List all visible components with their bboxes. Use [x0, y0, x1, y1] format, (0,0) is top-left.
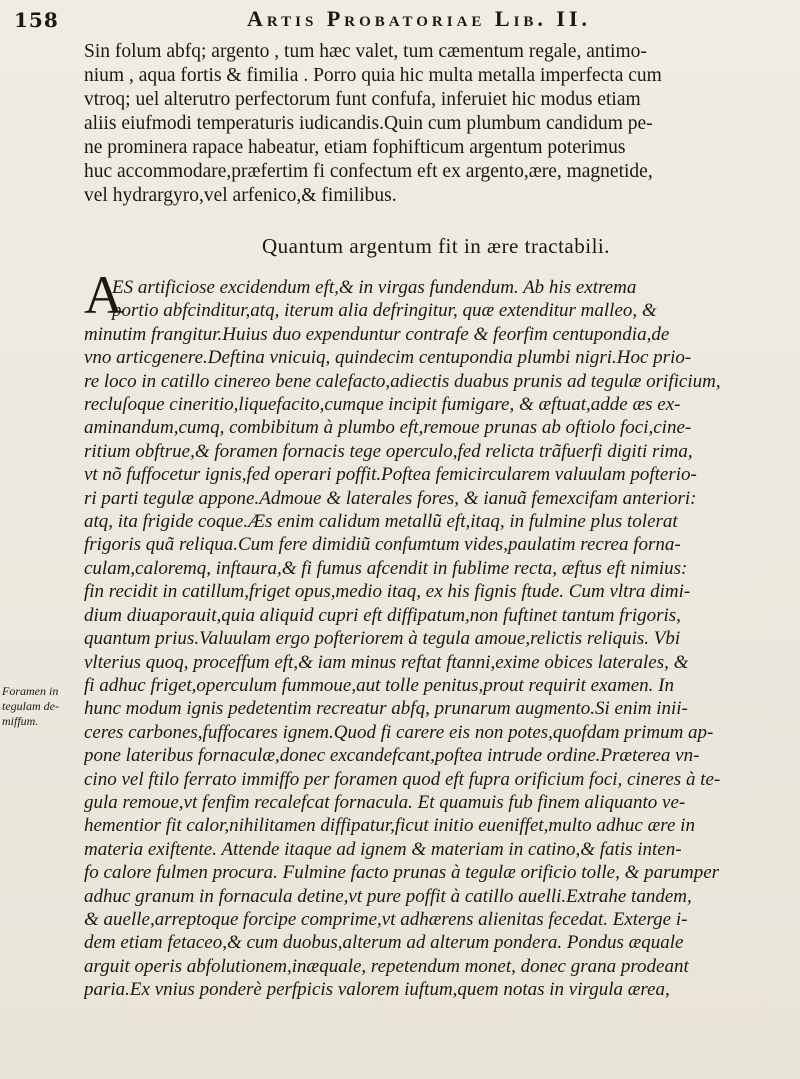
text-line: Sin folum abfq; argento , tum hæc valet, tum cæmentum regale, antimo- [84, 41, 647, 62]
running-head: Artis Probatoriae Lib. II. [246, 6, 592, 31]
text-line: atq, ita frigide coque.Æs enim calidum metallũ eft,itaq, in fulmine plus tolerat [84, 511, 678, 533]
text-line: arguit operis abfolutionem,inæquale, repetendum monet, donec grana prodeant [84, 955, 689, 977]
margin-note-line: Foramen in [2, 684, 59, 698]
text-line: vel hydrargyro,vel arfenico,& fimilibus. [84, 185, 397, 206]
text-line: re loco in catillo cinereo bene calefacto,adiectis duabus prunis ad tegulæ orificium, [84, 370, 721, 392]
text-line: vlterius quoq, proceffum eft,& iam minus reftat ftanni,exime obices laterales, & [84, 651, 689, 673]
text-line: dium diuaporauit,quia aliquid cupri eft diffipatum,non fuftinet tantum frigoris, [84, 604, 681, 626]
intro-paragraph [84, 40, 788, 208]
text-line: aminandum,cumq, combibitum à plumbo eft,remoue prunas ab oftiolo foci,cine- [84, 417, 692, 439]
text-line: materia exiftente. Attende itaque ad ignem & materiam in catino,& fatis inten- [84, 838, 682, 860]
page-number: 158 [14, 8, 59, 32]
text-line: frigoris quã reliqua.Cum fere dimidiũ confumtum vides,paulatim recrea forna- [84, 534, 681, 556]
text-line: ritium obftrue,& foramen fornacis tege operculo,fed relicta trãfuerfi digiti rima, [84, 440, 693, 462]
text-line: cino vel ftilo ferrato immiffo per foramen quod eft fupra orificium foci, cineres à te- [84, 768, 721, 790]
margin-note-line: miffum. [2, 714, 39, 728]
text-line: vtroq; uel alterutro perfectorum funt confufa, inferuiet hic modus etiam [84, 89, 641, 110]
text-line: ceres carbones,fuffocares ignem.Quod fi carere eis non potes,quofdam primum ap- [84, 721, 714, 743]
text-line: fi adhuc friget,operculum fummoue,aut tolle penitus,prout requirit examen. In [84, 674, 674, 696]
section-heading: Quantum argentum fit in ære tractabili. [261, 234, 611, 258]
body-paragraph [84, 276, 800, 1002]
text-line: ne prominera rapace habeatur, etiam fophifticum argentum poterimus [84, 137, 626, 158]
text-line: huc accommodare,præfertim fi confectum eft ex argento,ære, magnetide, [84, 161, 653, 182]
text-line: aliis eiufmodi temperaturis iudicandis.Quin cum plumbum candidum pe- [84, 113, 653, 134]
text-line: ES artificiose excidendum eft,& in virgas fundendum. Ab his extrema [112, 277, 637, 298]
text-line: adhuc granum in fornacula detine,vt pure poffit à catillo auelli.Extrahe tandem, [84, 885, 692, 907]
text-line: vno articgenere.Deftina vnicuiq, quindecim centupondia plumbi nigri.Hoc prio- [84, 347, 692, 369]
text-line: hunc modum ignis pedetentim recreatur abfq, prunarum augmento.Si enim inii- [84, 698, 688, 720]
text-line: paria.Ex vnius ponderè perfpicis valorem iuftum,quem notas in virgula ærea, [84, 979, 670, 1001]
text-line: hementior fit calor,nihilitamen diffipatur,ficut initio eueniffet,multo adhuc ære in [84, 815, 695, 837]
text-line: recluſoque cineritio,liquefacito,cumque incipit fumigare, & æftuat,adde æs ex- [84, 394, 681, 416]
text-line: portio abfcinditur,atq, iterum alia defringitur, quæ extenditur malleo, & [112, 300, 657, 322]
text-line: vt nõ fuffocetur ignis,fed operari poffit.Poftea femicircularem valuulam pofterio- [84, 464, 697, 486]
drop-cap-initial: A [84, 265, 123, 325]
text-line: gula remoue,vt fenfim recalefcat fornacula. Et quamuis fub finem aliquanto ve- [84, 791, 686, 813]
margin-note-line: tegulam de- [2, 699, 59, 713]
text-line: ri parti tegulæ appone.Admoue & laterales fores, & ianuã femexcifam anteriori: [84, 487, 697, 509]
text-line: culam,caloremq, inftaura,& fi fumus afcendit in fublime recta, æftus eft nimius: [84, 557, 688, 579]
text-line: & auelle,arreptoque forcipe comprime,vt adhærens alienitas fecedat. Exterge i- [84, 908, 688, 930]
text-line: dem etiam fetaceo,& cum duobus,alterum ad alterum pondera. Pondus æquale [84, 932, 684, 954]
page-header [14, 4, 760, 38]
text-line: pone lateribus fornaculæ,donec excandefcant,poftea intrude ordine.Præterea vn- [84, 745, 700, 767]
text-line: fo calore fulmen procura. Fulmine facto prunas à tegulæ orificio tolle, & parumper [84, 862, 720, 884]
text-line: fin recidit in catillum,friget opus,medio itaq, ex his fignis ftude. Cum vltra dimi- [84, 581, 691, 603]
text-line: nium , aqua fortis & fimilia . Porro quia hic multa metalla imperfecta cum [84, 65, 662, 86]
text-line: minutim frangitur.Huius duo expenduntur contrafe & feorfim centupondia,de [84, 323, 670, 345]
margin-note [2, 684, 82, 729]
text-line: quantum prius.Valuulam ergo pofteriorem à tegula amoue,relictis reliquis. Vbi [84, 628, 681, 650]
